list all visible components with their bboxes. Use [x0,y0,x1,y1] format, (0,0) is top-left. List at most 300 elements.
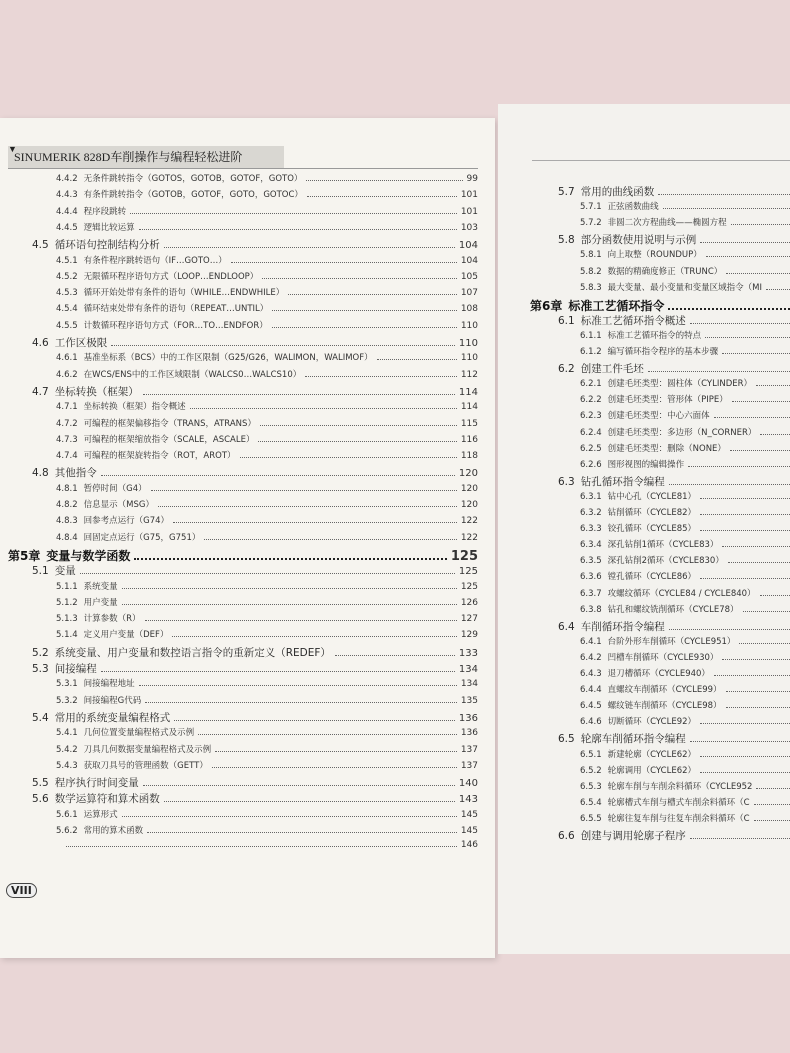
toc-entry-title: 创建与调用轮廓子程序 [580,830,686,842]
dot-leader [139,229,457,230]
toc-entry-number: 4.8.4 [56,532,78,543]
toc-entry-title: 新建轮廓（CYCLE62） [607,749,697,760]
toc-entry [580,458,790,470]
toc-entry-number: 4.7.3 [56,434,78,445]
dot-leader [669,629,790,630]
toc-entry-number: 5.3 [32,663,49,675]
toc-entry-number: 6.5.2 [580,765,602,776]
dot-leader [669,484,790,485]
toc-entry-number: 6.2.3 [580,411,602,422]
toc-entry-title: 钻削循环（CYCLE82） [607,508,697,518]
dot-leader [706,256,790,257]
dot-leader [739,643,790,644]
dot-leader [173,522,457,523]
toc-entry [32,775,478,790]
toc-entry-page: 140 [458,778,478,790]
dot-leader [726,273,790,274]
toc-entry-page: 136 [458,712,478,724]
dot-leader [714,417,790,418]
toc-entry-page: 125 [460,581,478,592]
dot-leader [272,310,457,311]
toc-entry [558,232,790,247]
dot-leader [147,832,457,833]
toc-entry [580,490,790,502]
toc-entry-number: 5.6.2 [56,826,78,836]
toc-entry-title: 轮廓槽式车削与槽式车削余料循环（C [607,797,750,808]
toc-entry-number: 6.3.1 [580,491,602,502]
toc-entry-title: 创建工件毛坯 [580,363,644,376]
toc-entry-number: 4.8.2 [56,500,78,510]
toc-entry [580,522,790,534]
running-head [8,146,284,168]
toc-entry-number: 5.5 [32,777,49,790]
toc-entry-title: 轮廓调用（CYCLE62） [607,765,697,776]
toc-entry-number: 6.3.7 [580,588,602,599]
header-rule [532,160,790,161]
toc-entry-title: 基准坐标系（BCS）中的工作区限制（G25/G26，WALIMON，WALIMOF） [83,353,373,364]
toc-entry-title: 深孔钻削1循环（CYCLE83） [607,540,719,551]
toc-chapter-entry [530,297,790,314]
toc-entry-number: 4.7.2 [56,418,78,429]
toc-entry-number: 5.3.2 [56,695,78,706]
toc-entry-page: 135 [460,695,478,706]
toc-entry-number: 4.5.5 [56,320,78,331]
toc-entry-number: 6.3 [558,475,575,488]
toc-entry-number: 6.2.5 [580,443,602,454]
toc-entry-title: 坐标转换（框架） [54,385,139,398]
toc-entry [580,426,790,438]
dot-leader [258,441,456,442]
toc-entry [32,645,478,660]
toc-entry-title: 间接编程G代码 [83,695,142,706]
toc-entry-number: 4.4.3 [56,190,78,201]
dot-leader [700,530,790,531]
dot-leader [143,785,455,786]
dot-leader [151,490,457,491]
dot-leader [134,558,446,560]
toc-entry-title: 创建毛坯类型：圆柱体（CYLINDER） [607,379,753,390]
toc-entry-title: 常用的系统变量编程格式 [54,711,171,724]
dot-leader [190,408,457,409]
dot-leader [335,655,455,656]
toc-entry-title: 部分函数使用说明与示例 [580,234,697,247]
dot-leader [145,702,457,703]
toc-entry [56,188,478,200]
toc-entry [56,254,478,266]
toc-entry-title: 车削循环指令编程 [580,620,665,633]
dot-leader [722,353,790,354]
toc-entry-title: 逻辑比较运算 [83,222,135,233]
toc-entry [56,417,478,429]
toc-entry-page: 110 [458,338,478,349]
dot-leader [262,278,457,279]
dot-leader [700,723,790,724]
toc-entry-title: 程序段跳转 [83,206,127,217]
toc-entry [580,506,790,518]
toc-entry-number: 6.3.6 [580,572,602,583]
toc-entry-number: 4.6.2 [56,369,78,380]
dot-leader [101,475,455,476]
toc-entry-number: 6.4.3 [580,669,602,679]
dot-leader [111,345,455,346]
toc-entry-page: 120 [460,500,478,510]
toc-entry-page: 101 [460,190,478,201]
toc-entry-page: 137 [460,744,478,755]
dot-leader [760,595,790,596]
toc-entry-number: 6.4.4 [580,685,602,696]
toc-entry [580,812,790,824]
toc-entry [56,351,478,363]
toc-entry-number: 6.5 [558,733,575,746]
dot-leader [288,294,457,295]
toc-entry-title: 循环结束处带有条件的语句（REPEAT…UNTIL） [83,304,269,315]
toc-entry-title: 台阶外形车削循环（CYCLE951） [607,636,736,647]
toc-entry [580,200,790,212]
toc-entry-page: 110 [460,320,478,331]
toc-entry-page: 122 [460,532,478,543]
toc-entry [558,619,790,634]
toc-entry-title: 计算参数（R） [83,614,141,625]
toc-entry [56,205,478,217]
dot-leader [164,247,455,248]
dot-leader [145,620,457,621]
dot-leader [174,720,455,721]
toc-entry [56,400,478,412]
toc-entry-title: 暂停时间（G4） [83,483,147,494]
toc-entry [558,731,790,746]
toc-chapter-entry [8,547,478,564]
toc-entry-title: 非圆二次方程曲线——椭圆方程 [607,218,727,229]
dot-leader [722,546,790,547]
dot-leader [305,376,457,377]
toc-entry [32,465,478,480]
dot-leader [260,425,457,426]
toc-entry-title: 回固定点运行（G75，G751） [83,532,201,543]
toc-entry-title: 回参考点运行（G74） [83,516,170,527]
toc-entry [580,281,790,293]
toc-entry-page: 108 [460,304,478,315]
toc-entry-title: 深孔钻削2循环（CYCLE830） [607,556,724,567]
toc-entry-title: 变量与数学函数 [46,548,131,563]
dot-leader [728,562,790,563]
toc-entry [32,710,478,725]
toc-entry-number: 5.1.1 [56,581,78,592]
dot-leader [198,734,457,735]
toc-entry [56,270,478,282]
toc-entry-number: 5.4 [32,711,49,724]
toc-entry-number: 4.5.3 [56,288,78,299]
toc-entry [580,554,790,566]
toc-entry [558,313,790,328]
left-page [0,118,495,958]
toc-entry [580,603,790,615]
toc-entry-title: 定义用户变量（DEF） [83,630,169,641]
toc-entry-page: 101 [460,206,478,217]
toc-entry-number: 6.3.3 [580,524,602,535]
toc-entry-number: 4.5.2 [56,271,78,282]
toc-entry [580,699,790,711]
dot-leader [754,804,790,805]
toc-entry-page: 145 [460,826,478,836]
toc-entry [580,587,790,599]
toc-entry-title: 几何位置变量编程格式及示例 [83,728,195,739]
toc-entry-title: 常用的算术函数 [83,826,144,836]
dot-leader [714,675,790,676]
toc-entry-number: 6.3.2 [580,508,602,518]
toc-entry-number: 6.2.1 [580,379,602,390]
toc-entry [32,335,478,350]
toc-entry-page: 99 [466,174,478,184]
toc-entry-title: 凹槽车削循环（CYCLE930） [607,652,719,663]
dot-leader [101,671,455,672]
toc-entry-number: 5.2 [32,646,49,659]
toc-entry-number: 5.4.2 [56,744,78,755]
toc-entry-title: 无限循环程序语句方式（LOOP…ENDLOOP） [83,271,259,282]
toc-entry [56,482,478,494]
toc-entry [580,667,790,679]
dot-leader [377,359,457,360]
toc-entry-number: 4.8.1 [56,483,78,494]
toc-entry-number: 4.6.1 [56,353,78,364]
toc-entry-number: 6.4.5 [580,701,602,712]
dot-leader [240,457,457,458]
toc-entry-number: 第6章 [530,298,563,313]
toc-entry [580,635,790,647]
toc-entry-title: 用户变量 [83,597,118,608]
toc-entry-page: 134 [460,679,478,690]
toc-entry-number: 4.4.2 [56,174,78,184]
toc-entry-number: 4.7.4 [56,451,78,462]
dot-leader [722,659,790,660]
toc-entry-number: 5.1.4 [56,630,78,641]
toc-entry-number: 6.3.4 [580,540,602,551]
toc-entry-title: 循环语句控制结构分析 [54,239,160,252]
toc-entry-title: 创建毛坯类型：删除（NONE） [607,443,726,454]
toc-entry-number: 4.5.1 [56,255,78,266]
header-rule [8,168,478,169]
toc-entry-page: 104 [458,240,478,252]
toc-entry-number: 6.5.3 [580,781,602,792]
toc-entry-number: 6.1.2 [580,347,602,357]
dot-leader [732,401,790,402]
toc-entry [580,248,790,260]
toc-entry [56,221,478,233]
dot-leader [690,741,790,742]
toc-entry-title: 钻孔循环指令编程 [580,475,665,488]
toc-entry [56,743,478,755]
toc-entry-page: 125 [450,548,478,564]
toc-entry [32,384,478,399]
dot-leader [658,194,790,195]
toc-entry-title: 切断循环（CYCLE92） [607,717,697,728]
toc-entry-title: 可编程的框架缩放指令（SCALE，ASCALE） [83,434,255,445]
toc-entry-page: 110 [460,353,478,364]
toc-entry-title: 创建毛坯类型：中心六面体 [607,411,710,422]
toc-entry-number: 6.5.5 [580,813,602,824]
toc-entry-number: 5.8.2 [580,266,602,277]
toc-entry [56,449,478,461]
dot-leader [726,707,790,708]
toc-entry-title: 直螺纹车削循环（CYCLE99） [607,685,722,696]
toc-entry [56,677,478,689]
dot-leader [668,308,790,310]
toc-entry-number: 4.7 [32,385,49,398]
toc-entry-title: 钻中心孔（CYCLE81） [607,491,697,502]
toc-entry-number: 5.4.1 [56,728,78,739]
toc-entry-number: 4.5.4 [56,304,78,315]
toc-entry-number: 5.7.2 [580,218,602,229]
toc-entry-title: 可编程的框架偏移指令（TRANS，ATRANS） [83,418,256,429]
toc-entry-number: 第5章 [8,548,41,563]
toc-entry-title: 其他指令 [54,467,97,480]
triangle-icon: ▼ [8,144,17,154]
toc-entry-title: 正弦函数曲线 [607,202,659,213]
toc-entry-number: 5.6 [32,793,49,806]
toc-entry-title: 有条件程序跳转语句（IF…GOTO…） [83,255,227,266]
toc-entry-title: 程序执行时间变量 [54,777,139,790]
toc-entry [580,764,790,776]
dot-leader [143,394,455,395]
toc-entry-page: 129 [460,630,478,641]
toc-entry-page: 115 [460,418,478,429]
dot-leader [756,385,790,386]
toc-entry-page: 145 [460,809,478,820]
toc-entry-title: 标准工艺循环指令概述 [580,314,686,327]
toc-entry-title: 螺纹链车削循环（CYCLE98） [607,701,722,712]
toc-entry-title: 数据的精确度修正（TRUNC） [607,266,723,277]
toc-entry [32,563,478,578]
toc-entry [56,531,478,543]
dot-leader [172,636,456,637]
dot-leader [307,196,457,197]
toc-entry-title: 镗孔循环（CYCLE86） [607,572,697,583]
dot-leader [204,539,456,540]
toc-entry-title: 铰孔循环（CYCLE85） [607,524,697,535]
toc-entry-number: 5.8.1 [580,250,602,261]
toc-entry-title: 轮廓车削与车削余料循环（CYCLE952 [607,781,753,792]
toc-entry-page: 107 [460,288,478,299]
toc-entry-page: 105 [460,271,478,282]
toc-entry [558,361,790,376]
dot-leader [760,434,790,435]
toc-entry-page: 143 [458,794,478,806]
toc-entry-page: 122 [460,516,478,527]
toc-entry-number: 5.7.1 [580,202,602,213]
dot-leader [663,208,790,209]
toc-entry [580,442,790,454]
dot-leader [212,767,457,768]
toc-entry-title: 获取刀具号的管理函数（GETT） [83,760,208,771]
dot-leader [122,816,457,817]
toc-entry [56,612,478,624]
toc-entry-title: 信息显示（MSG） [83,500,154,510]
toc-entry-title: 图形视图的编辑操作 [607,459,685,470]
toc-entry [56,596,478,608]
dot-leader [306,180,462,181]
page-number-badge: VIII [6,883,37,898]
dot-leader [80,573,455,574]
toc-entry-title: 系统变量、用户变量和数控语言指令的重新定义（REDEF） [54,646,331,659]
toc-entry-number: 5.3.1 [56,679,78,690]
toc-entry-number: 6.5.1 [580,749,602,760]
dot-leader [688,466,790,467]
toc-entry [56,628,478,640]
toc-entry-number: 4.5 [32,239,49,252]
dot-leader [700,498,790,499]
toc-entry-title: 向上取整（ROUNDUP） [607,250,702,261]
running-head-text: SINUMERIK 828D车削操作与编程轻松进阶 [14,150,243,164]
toc-entry-number: 5.1.3 [56,614,78,625]
dot-leader [158,506,457,507]
toc-entry-title: 系统变量 [83,581,118,592]
toc-entry [32,661,478,676]
dot-leader [731,224,790,225]
toc-entry-page: 120 [458,468,478,480]
dot-leader [648,371,790,372]
toc-entry-number: 6.4.6 [580,717,602,728]
toc-entry-title: 最大变量、最小变量和变量区域指令（MI [607,282,762,293]
toc-entry-number: 6.6 [558,830,575,842]
toc-entry [56,726,478,738]
toc-entry-title: 运算形式 [83,809,118,820]
toc-entry-number: 6.4 [558,620,575,633]
toc-entry-number: 5.8 [558,234,575,247]
toc-entry [56,694,478,706]
toc-entry-title: 变量 [54,565,76,578]
dot-leader [122,588,457,589]
toc-entry [580,651,790,663]
toc-entry [56,498,478,510]
toc-entry-title: 计数循环程序语句方式（FOR…TO…ENDFOR） [83,320,268,331]
toc-entry [580,329,790,341]
toc-entry [56,824,478,836]
toc-entry-page: 133 [458,647,478,659]
toc-entry [580,409,790,421]
toc-entry [56,808,478,820]
toc-entry-page: 114 [458,386,478,398]
toc-entry-number: 5.7 [558,186,575,198]
toc-entry-number: 6.3.5 [580,556,602,567]
dot-leader [700,242,790,243]
dot-leader [66,846,457,847]
toc-entry [56,433,478,445]
toc-entry [580,748,790,760]
toc-entry [580,265,790,277]
toc-entry [56,759,478,771]
toc-entry [580,538,790,550]
dot-leader [700,514,790,515]
dot-leader [130,213,457,214]
dot-leader [730,450,790,451]
toc-entry-title: 创建毛坯类型：管形体（PIPE） [607,395,728,406]
toc-entry [558,474,790,489]
dot-leader [700,578,790,579]
toc-entry-title: 攻螺纹循环（CYCLE84 / CYCLE840） [607,588,756,599]
toc-entry-title: 数学运算符和算术函数 [54,793,160,806]
dot-leader [766,289,790,290]
toc-entry-number: 6.1 [558,314,575,327]
toc-entry-page: 104 [460,255,478,266]
dot-leader [164,801,455,802]
toc-entry-number: 6.1.1 [580,330,602,341]
toc-entry-title: 间接编程 [54,663,97,675]
toc-entry [580,796,790,808]
toc-entry [580,216,790,228]
toc-entry [56,319,478,331]
toc-entry-number: 4.6 [32,337,49,349]
dot-leader [754,820,790,821]
dot-leader [139,685,457,686]
